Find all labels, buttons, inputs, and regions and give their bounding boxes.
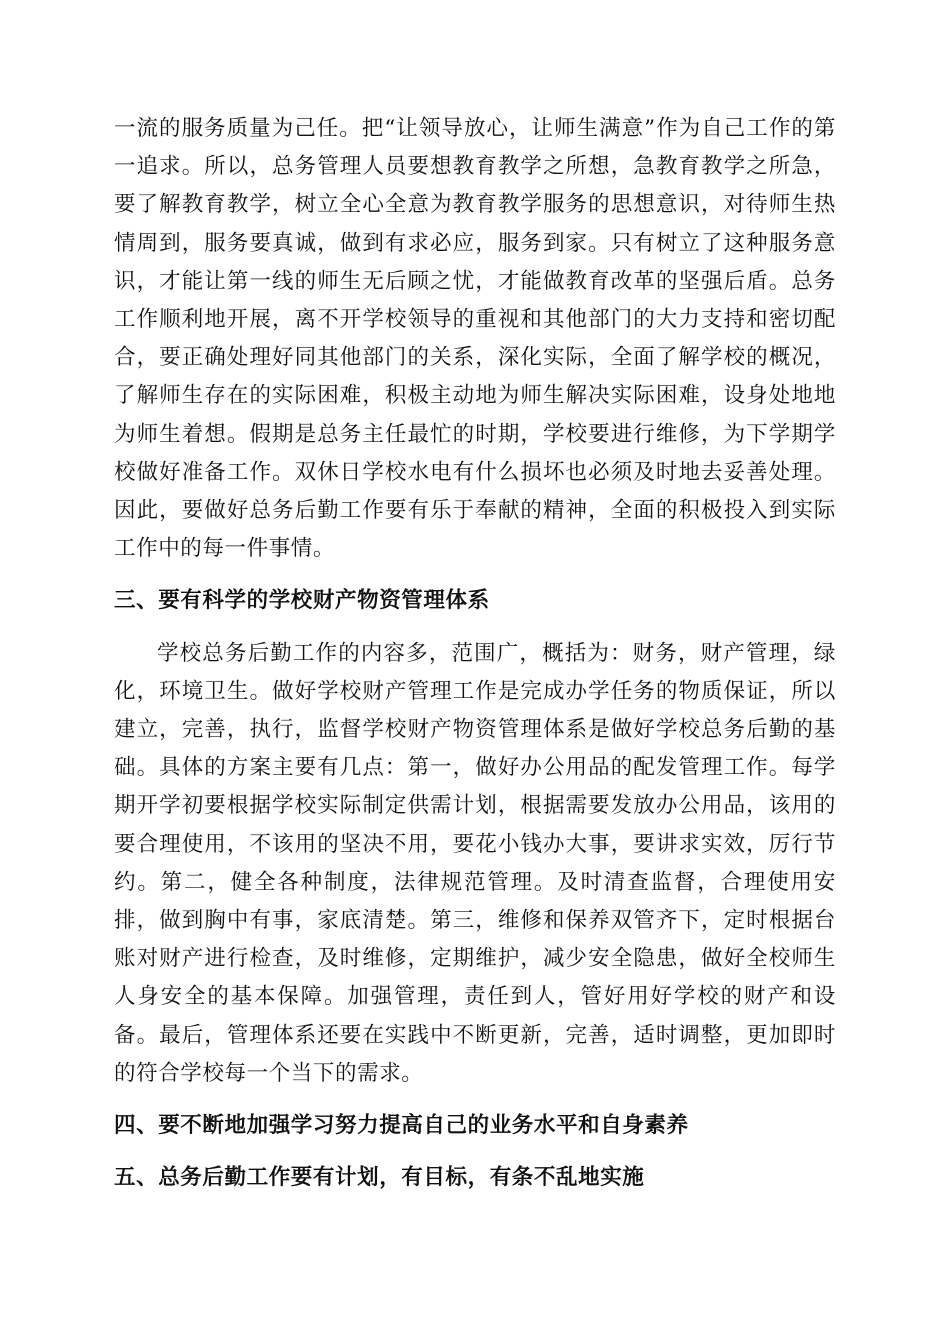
body-paragraph-property: 学校总务后勤工作的内容多，范围广，概括为：财务，财产管理，绿化，环境卫生。做好学校财产管理工作是完成办学任务的物质保证，所以建立，完善，执行，监督学校财产物资管理体系是做好学校总务后勤的基础。具体的方案主要有几点：第一，做好办公用品的配发管理工作。每学期开学初要根据学校实际制定供需计划，根据需要发放办公用品，该用的要合理使用，不该用的坚决不用，要花小钱办大事，要讲求实效，厉行节约。第二，健全各种制度，法律规范管理。及时清查监督，合理使用安排，做到胸中有事，家底清楚。第三，维修和保养双管齐下，定时根据台账对财产进行检查，及时维修，定期维护，减少安全隐患，做好全校师生人身安全的基本保障。加强管理，责任到人，管好用好学校的财产和设备。最后，管理体系还要在实践中不断更新，完善，适时调整，更加即时的符合学校每一个当下的需求。 bbox=[114, 640, 836, 1086]
document-page bbox=[114, 110, 836, 1197]
section-heading-4: 四、要不断地加强学习努力提高自己的业务水平和自身素养 bbox=[114, 1113, 689, 1139]
body-paragraph-service: 一流的服务质量为己任。把“让领导放心，让师生满意”作为自己工作的第一追求。所以，总务管理人员要想教育教学之所想，急教育教学之所急，要了解教育教学，树立全心全意为教育教学服务的思想意识，对待师生热情周到，服务要真诚，做到有求必应，服务到家。只有树立了这种服务意识，才能让第一线的师生无后顾之忧，才能做教育改革的坚强后盾。总务工作顺利地开展，离不开学校领导的重视和其他部门的大力支持和密切配合，要正确处理好同其他部门的关系，深化实际，全面了解学校的概况，了解师生存在的实际困难，积极主动地为师生解决实际困难，设身处地地为师生着想。假期是总务主任最忙的时期，学校要进行维修，为下学期学校做好准备工作。双休日学校水电有什么损坏也必须及时地去妥善处理。因此，要做好总务后勤工作要有乐于奉献的精神，全面的积极投入到实际工作中的每一件事情。 bbox=[114, 116, 836, 562]
section-heading-5: 五、总务后勤工作要有计划，有目标，有条不乱地实施 bbox=[114, 1165, 645, 1191]
section-heading-3: 三、要有科学的学校财产物资管理体系 bbox=[114, 588, 490, 614]
